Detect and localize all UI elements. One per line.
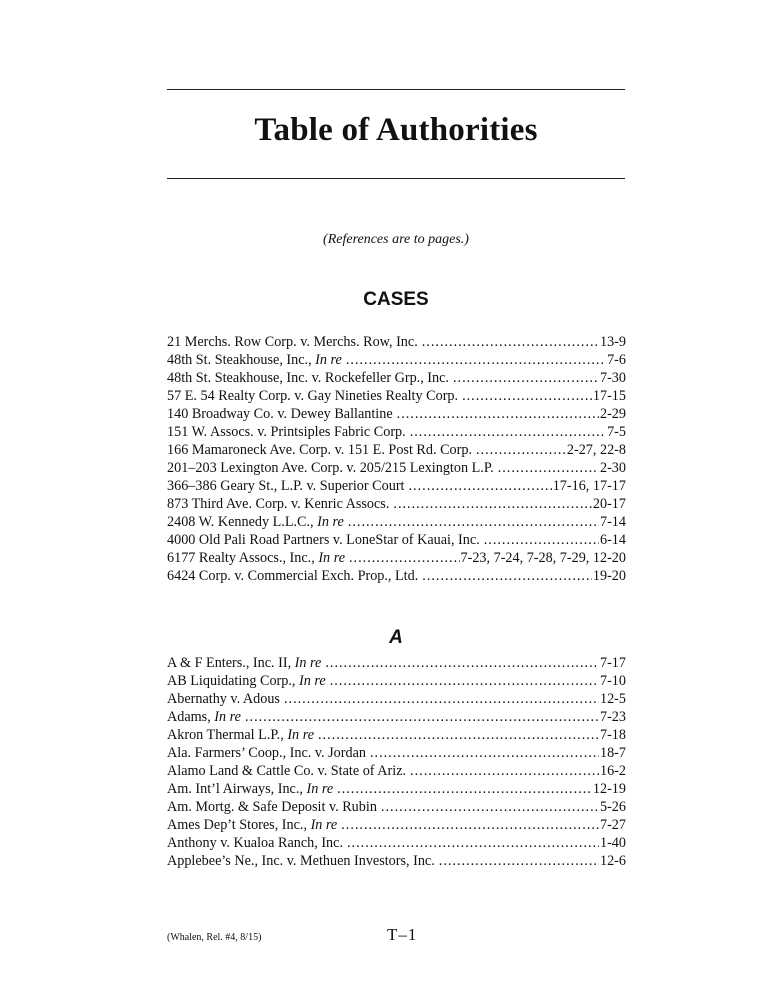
authority-entry <box>167 333 626 351</box>
in-re-suffix: In re <box>317 514 344 530</box>
dot-leader <box>370 744 599 762</box>
dot-leader <box>409 477 552 495</box>
authority-name: Abernathy v. Adous <box>167 691 280 707</box>
dot-leader <box>422 567 592 585</box>
authority-entry <box>167 387 626 405</box>
cases-list <box>167 333 626 585</box>
authority-name: 57 E. 54 Realty Corp. v. Gay Nineties Realty Corp. <box>167 388 459 404</box>
dot-leader <box>393 495 592 513</box>
authority-name: Adams, In re <box>167 709 241 725</box>
authority-name: Applebee’s Ne., Inc. v. Methuen Investors, Inc. <box>167 853 435 869</box>
authority-entry <box>167 351 626 369</box>
in-re-suffix: In re <box>315 352 342 368</box>
page-reference: 1-40 <box>599 835 626 851</box>
authority-entry <box>167 441 626 459</box>
authority-entry <box>167 369 626 387</box>
authority-entry <box>167 549 626 567</box>
authority-entry <box>167 477 626 495</box>
section-heading-a: A <box>389 627 403 648</box>
authority-name: 151 W. Assocs. v. Printsiples Fabric Corp. <box>167 424 406 440</box>
dot-leader <box>397 405 599 423</box>
authority-entry <box>167 690 626 708</box>
authority-name: 366–386 Geary St., L.P. v. Superior Court <box>167 478 405 494</box>
authority-name: Am. Int’l Airways, Inc., In re <box>167 781 334 797</box>
authority-entry <box>167 513 626 531</box>
in-re-suffix: In re <box>287 727 314 743</box>
page-reference: 19-20 <box>592 568 626 584</box>
page-reference: 5-26 <box>599 799 626 815</box>
authority-name: Ala. Farmers’ Coop., Inc. v. Jordan <box>167 745 366 761</box>
dot-leader <box>346 351 606 369</box>
authority-name: 6177 Realty Assocs., Inc., In re <box>167 550 345 566</box>
page-reference: 7-17 <box>599 655 626 671</box>
dot-leader <box>341 816 599 834</box>
authority-entry <box>167 459 626 477</box>
page-reference: 17-15 <box>592 388 626 404</box>
page-reference: 7-30 <box>599 370 626 386</box>
authority-entry <box>167 672 626 690</box>
page-title: Table of Authorities <box>254 112 538 148</box>
in-re-suffix: In re <box>310 817 338 833</box>
page-reference: 7-10 <box>599 673 626 689</box>
authority-name: 4000 Old Pali Road Partners v. LoneStar of Kauai, Inc. <box>167 532 480 548</box>
dot-leader <box>422 333 599 351</box>
page-reference: 18-7 <box>599 745 626 761</box>
references-note: (References are to pages.) <box>323 232 469 247</box>
authority-entry <box>167 834 626 852</box>
page-reference: 7-5 <box>607 424 626 440</box>
page-reference: 2-27, 22-8 <box>566 442 626 458</box>
page-reference: 13-9 <box>599 334 626 350</box>
page-reference: 7-27 <box>599 817 626 833</box>
authority-entry <box>167 531 626 549</box>
authority-entry <box>167 762 626 780</box>
page-reference: 20-17 <box>592 496 626 512</box>
dot-leader <box>476 441 566 459</box>
dot-leader <box>284 690 599 708</box>
section-heading-cases: CASES <box>363 289 429 310</box>
in-re-suffix: In re <box>214 709 241 725</box>
dot-leader <box>348 513 599 531</box>
page-reference: 17-16, 17-17 <box>552 478 626 494</box>
in-re-suffix: In re <box>294 655 322 671</box>
authority-name: 140 Broadway Co. v. Dewey Ballantine <box>167 406 393 422</box>
dot-leader <box>245 708 599 726</box>
authority-entry <box>167 567 626 585</box>
in-re-suffix: In re <box>306 781 334 797</box>
authority-name: 873 Third Ave. Corp. v. Kenric Assocs. <box>167 496 390 512</box>
page-reference: 12-5 <box>599 691 626 707</box>
authority-entry <box>167 726 626 744</box>
authority-entry <box>167 708 626 726</box>
authority-entry <box>167 495 626 513</box>
dot-leader <box>347 834 599 852</box>
authority-name: Am. Mortg. & Safe Deposit v. Rubin <box>167 799 377 815</box>
page-reference: 2-30 <box>599 460 626 476</box>
dot-leader <box>462 387 592 405</box>
dot-leader <box>330 672 599 690</box>
authority-entry <box>167 744 626 762</box>
authority-entry <box>167 423 626 441</box>
page-reference: 7-14 <box>599 514 626 530</box>
authority-name: Alamo Land & Cattle Co. v. State of Ariz. <box>167 763 407 779</box>
page-reference: 7-23, 7-24, 7-28, 7-29, 12-20 <box>460 550 626 566</box>
top-rule <box>167 89 625 90</box>
in-re-suffix: In re <box>299 673 326 689</box>
authority-name: Ames Dep’t Stores, Inc., In re <box>167 817 338 833</box>
dot-leader <box>349 549 460 567</box>
authority-entry <box>167 654 626 672</box>
dot-leader <box>325 654 599 672</box>
authority-name: A & F Enters., Inc. II, In re <box>167 655 322 671</box>
authority-entry <box>167 816 626 834</box>
authority-name: Akron Thermal L.P., In re <box>167 727 314 743</box>
authority-name: Anthony v. Kualoa Ranch, Inc. <box>167 835 343 851</box>
page-reference: 16-2 <box>599 763 626 779</box>
page-reference: 12-6 <box>599 853 626 869</box>
dot-leader <box>337 780 592 798</box>
authority-name: AB Liquidating Corp., In re <box>167 673 326 689</box>
page-reference: 2-29 <box>599 406 626 422</box>
authority-name: 21 Merchs. Row Corp. v. Merchs. Row, Inc. <box>167 334 418 350</box>
page-reference: 12-19 <box>592 781 626 797</box>
page-reference: 7-18 <box>599 727 626 743</box>
authority-name: 48th St. Steakhouse, Inc., In re <box>167 352 342 368</box>
authority-name: 48th St. Steakhouse, Inc. v. Rockefeller Grp., Inc. <box>167 370 449 386</box>
authority-entry <box>167 852 626 870</box>
bottom-rule <box>167 178 625 179</box>
authority-entry <box>167 405 626 423</box>
page-reference: 7-6 <box>607 352 626 368</box>
a-list <box>167 654 626 870</box>
authority-entry <box>167 798 626 816</box>
page-number: T–1 <box>387 925 418 944</box>
dot-leader <box>453 369 599 387</box>
authority-entry <box>167 780 626 798</box>
dot-leader <box>410 423 606 441</box>
footer-release-note: (Whalen, Rel. #4, 8/15) <box>167 932 262 943</box>
authority-name: 201–203 Lexington Ave. Corp. v. 205/215 Lexington L.P. <box>167 460 494 476</box>
dot-leader <box>439 852 599 870</box>
authority-name: 6424 Corp. v. Commercial Exch. Prop., Ltd. <box>167 568 419 584</box>
dot-leader <box>410 762 599 780</box>
dot-leader <box>318 726 599 744</box>
dot-leader <box>484 531 599 549</box>
page-reference: 7-23 <box>599 709 626 725</box>
dot-leader <box>498 459 599 477</box>
page-reference: 6-14 <box>599 532 626 548</box>
authority-name: 166 Mamaroneck Ave. Corp. v. 151 E. Post Rd. Corp. <box>167 442 473 458</box>
dot-leader <box>381 798 599 816</box>
authority-name: 2408 W. Kennedy L.L.C., In re <box>167 514 344 530</box>
in-re-suffix: In re <box>318 550 345 566</box>
